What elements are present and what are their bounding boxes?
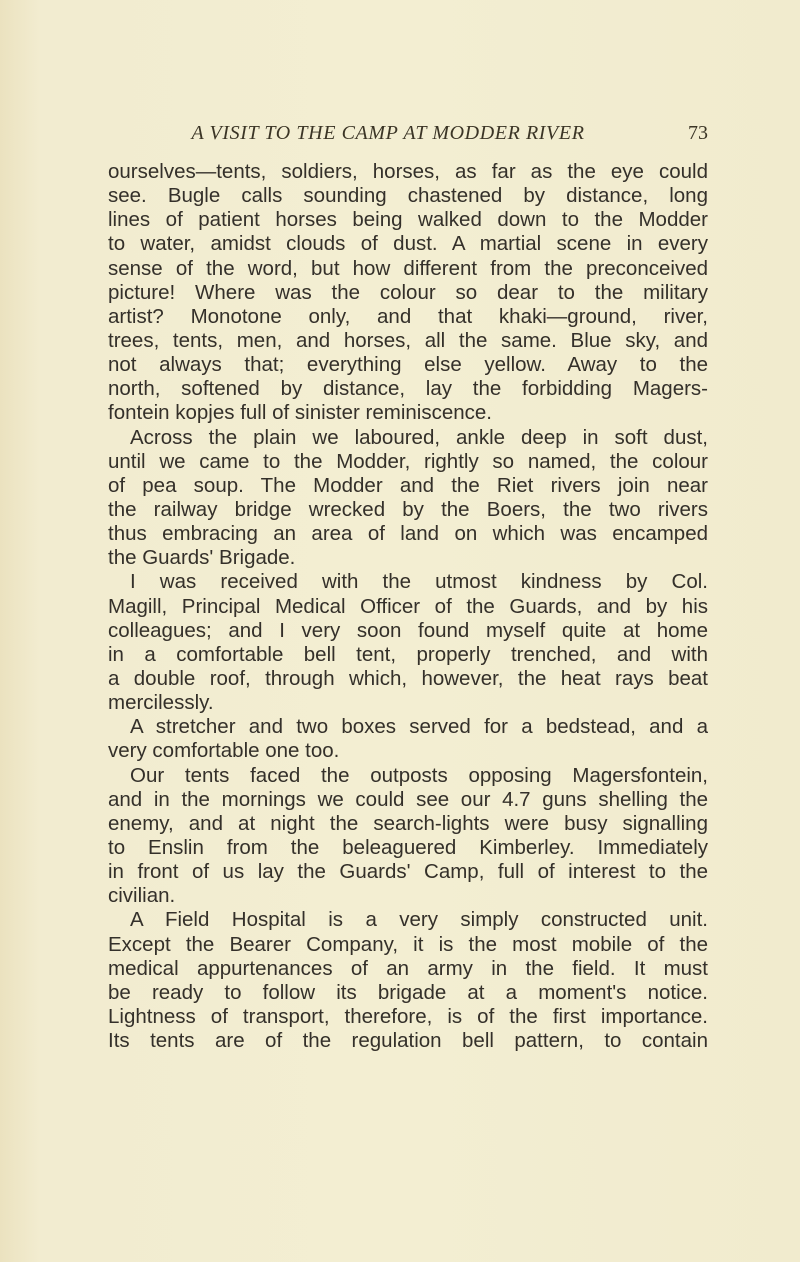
- text-line: Except the Bearer Company, it is the most mobile of the: [108, 932, 708, 956]
- text-line: Our tents faced the outposts opposing Magersfontein,: [130, 763, 708, 787]
- text-line: and in the mornings we could see our 4.7 guns shelling the: [108, 787, 708, 811]
- text-line: lines of patient horses being walked down to the Modder: [108, 208, 708, 232]
- text-line: in front of us lay the Guards' Camp, full of interest to the: [108, 860, 708, 884]
- text-line: colleagues; and I very soon found myself quite at home: [108, 618, 708, 642]
- text-line: sense of the word, but how different from the preconceived: [108, 256, 708, 280]
- text-line: the Guards' Brigade.: [108, 546, 296, 570]
- page-number: 73: [688, 122, 708, 144]
- text-line: to water, amidst clouds of dust. A martial scene in every: [108, 232, 708, 256]
- text-line: north, softened by distance, lay the forbidding Magers-: [108, 377, 708, 401]
- text-line: Magill, Principal Medical Officer of the Guards, and by his: [108, 594, 708, 618]
- text-line: Lightness of transport, therefore, is of the first importance.: [108, 1004, 708, 1028]
- body-text: [108, 160, 708, 1053]
- text-line: I was received with the utmost kindness by Col.: [130, 570, 708, 594]
- text-line: in a comfortable bell tent, properly trenched, and with: [108, 642, 708, 666]
- text-line: be ready to follow its brigade at a moment's notice.: [108, 980, 708, 1004]
- page-header: [108, 122, 708, 148]
- text-line: fontein kopjes full of sinister reminiscence.: [108, 401, 492, 425]
- text-line: Its tents are of the regulation bell pattern, to contain: [108, 1029, 708, 1053]
- text-line: artist? Monotone only, and that khaki—ground, river,: [108, 304, 708, 328]
- text-line: Across the plain we laboured, ankle deep in soft dust,: [130, 425, 708, 449]
- text-line: picture! Where was the colour so dear to the military: [108, 280, 708, 304]
- text-line: until we came to the Modder, rightly so named, the colour: [108, 449, 708, 473]
- text-line: ourselves—tents, soldiers, horses, as far as the eye could: [108, 160, 708, 183]
- running-title: A VISIT TO THE CAMP AT MODDER RIVER: [191, 122, 585, 144]
- text-line: not always that; everything else yellow. Away to the: [108, 353, 708, 377]
- text-line: a double roof, through which, however, the heat rays beat: [108, 666, 708, 690]
- text-line: the railway bridge wrecked by the Boers, the two rivers: [108, 497, 708, 521]
- text-line: mercilessly.: [108, 691, 214, 715]
- text-line: civilian.: [108, 884, 176, 908]
- text-line: see. Bugle calls sounding chastened by distance, long: [108, 184, 708, 208]
- text-line: to Enslin from the beleaguered Kimberley. Immediately: [108, 835, 708, 859]
- text-line: trees, tents, men, and horses, all the same. Blue sky, and: [108, 328, 708, 352]
- text-line: A Field Hospital is a very simply constructed unit.: [130, 908, 708, 932]
- text-line: A stretcher and two boxes served for a bedstead, and a: [130, 715, 708, 739]
- text-line: enemy, and at night the search-lights were busy signalling: [108, 811, 708, 835]
- text-line: medical appurtenances of an army in the field. It must: [108, 956, 708, 980]
- text-line: of pea soup. The Modder and the Riet rivers join near: [108, 473, 708, 497]
- text-line: very comfortable one too.: [108, 739, 340, 763]
- text-line: thus embracing an area of land on which was encamped: [108, 522, 708, 546]
